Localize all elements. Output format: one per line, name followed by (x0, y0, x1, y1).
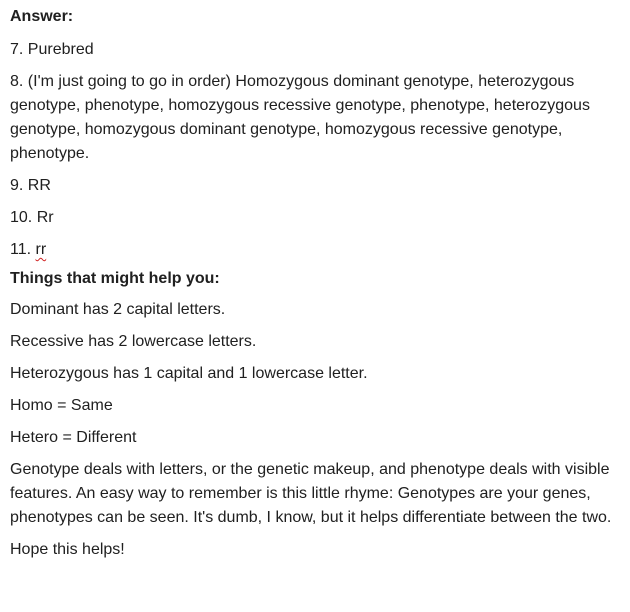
answer-item-9: 9. RR (10, 177, 51, 194)
answer-item-11-prefix: 11. (10, 241, 36, 258)
help-item-dominant: Dominant has 2 capital letters. (10, 301, 226, 318)
help-item-homo: Homo = Same (10, 397, 113, 414)
answer-item-7: 7. Purebred (10, 41, 94, 58)
help-item-recessive: Recessive has 2 lowercase letters. (10, 333, 257, 350)
answer-item-10: 10. Rr (10, 209, 54, 226)
help-heading: Things that might help you: (10, 270, 220, 287)
help-item-genotype-explanation: Genotype deals with letters, or the genetic makeup, and phenotype deals with visible features. An easy way to remember is this little rhyme: Genotypes are your genes, phenotypes can be seen. It's dumb, I know, but it helps differentiate between the two. (10, 461, 612, 526)
help-item-heterozygous: Heterozygous has 1 capital and 1 lowercase letter. (10, 365, 368, 382)
answer-item-11 (10, 238, 622, 262)
help-item-hetero: Hetero = Different (10, 429, 137, 446)
help-item-closing: Hope this helps! (10, 541, 125, 558)
answer-item-8: 8. (I'm just going to go in order) Homozygous dominant genotype, heterozygous genotype, phenotype, homozygous recessive genotype, phenotype, heterozygous genotype, homozygous dominant genotype, homozygous recessive genotype, phenotype. (10, 73, 590, 162)
answer-heading: Answer: (10, 8, 74, 25)
spellcheck-flagged-word: rr (35, 241, 47, 258)
